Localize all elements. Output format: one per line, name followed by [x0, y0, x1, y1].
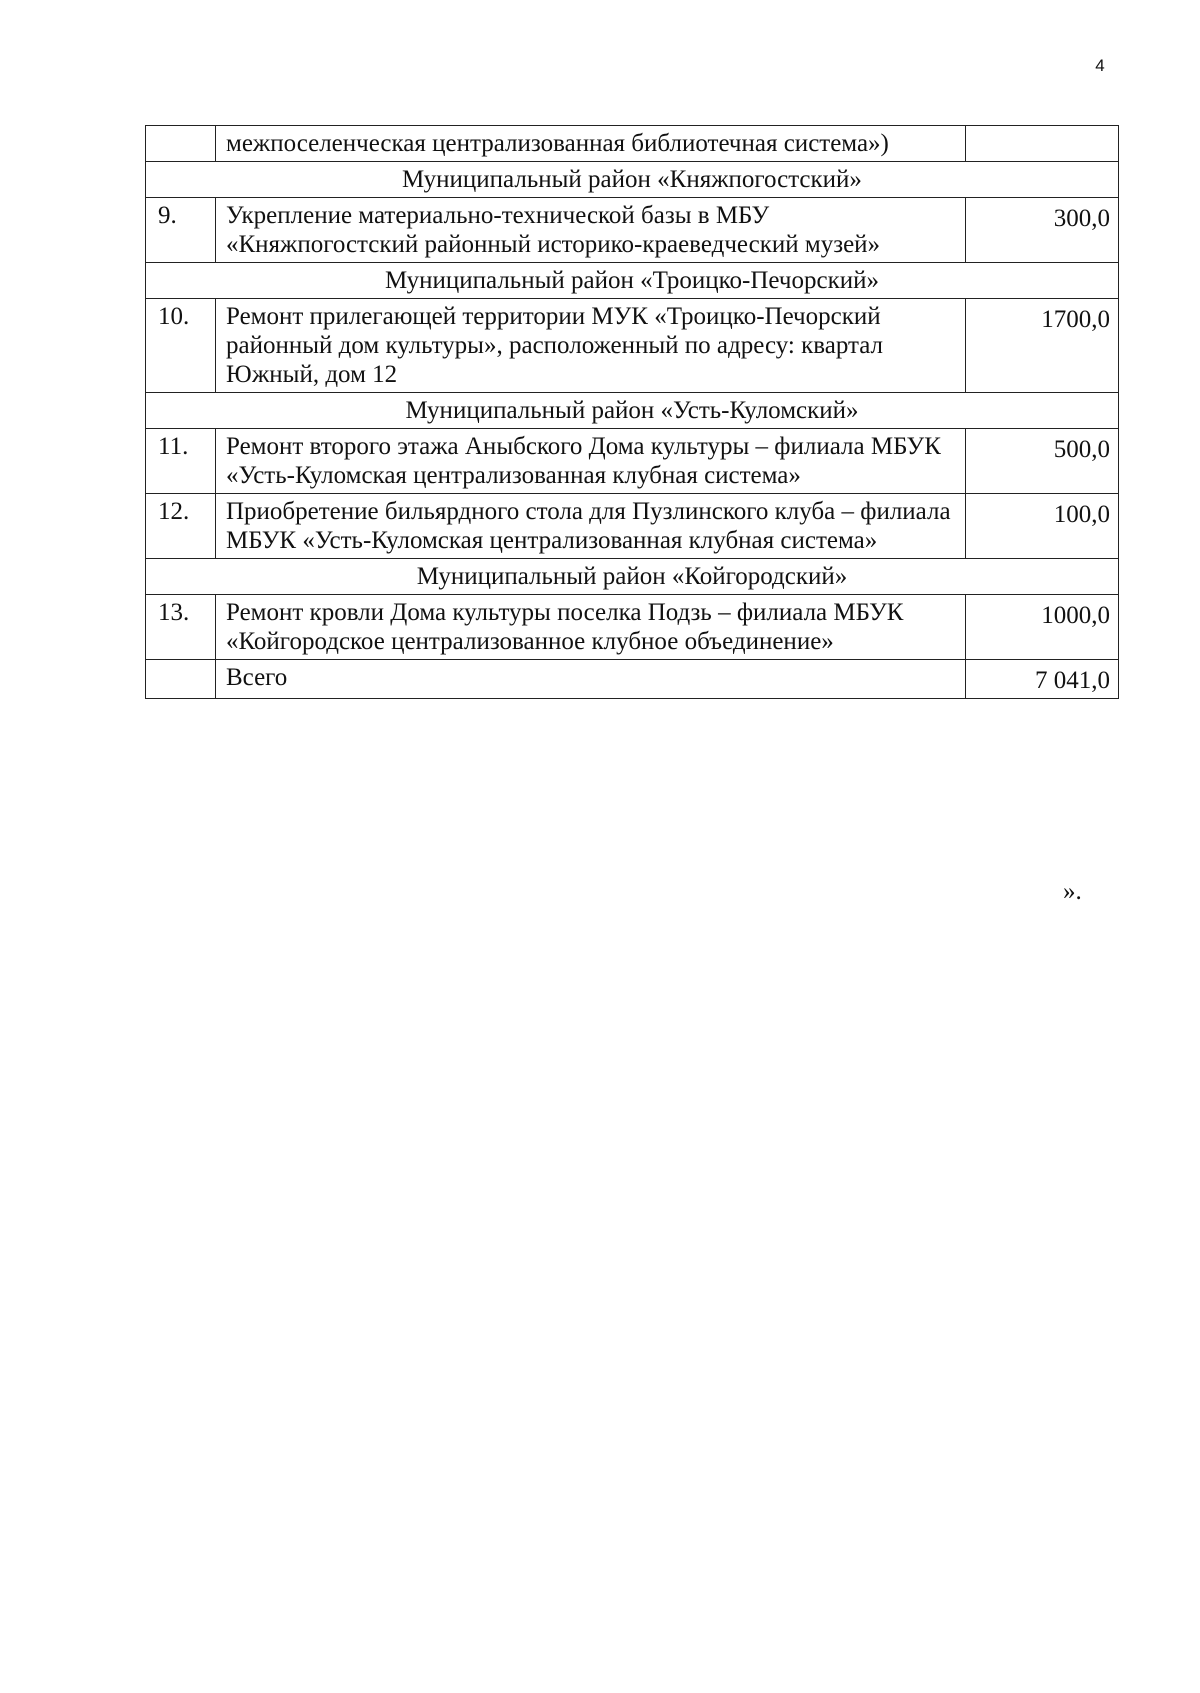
section-row — [146, 393, 1119, 429]
total-label: Всего — [216, 660, 966, 699]
section-title: Муниципальный район «Княжпогостский» — [146, 162, 1119, 198]
closing-quote-mark: ». — [1063, 878, 1082, 905]
section-row — [146, 559, 1119, 595]
section-title: Муниципальный район «Усть-Куломский» — [146, 393, 1119, 429]
section-row — [146, 263, 1119, 299]
row-number: 9. — [146, 198, 216, 263]
total-sum: 7 041,0 — [966, 660, 1119, 699]
row-name: Ремонт кровли Дома культуры поселка Подзь – филиала МБУК «Койгородское централизованное клубное объединение» — [216, 595, 966, 660]
row-sum: 300,0 — [966, 198, 1119, 263]
section-title: Муниципальный район «Троицко-Печорский» — [146, 263, 1119, 299]
row-sum: 1000,0 — [966, 595, 1119, 660]
table-row — [146, 595, 1119, 660]
budget-table — [145, 125, 1119, 699]
table-row — [146, 198, 1119, 263]
table-row — [146, 126, 1119, 162]
table-row — [146, 299, 1119, 393]
row-number: 10. — [146, 299, 216, 393]
row-sum: 100,0 — [966, 494, 1119, 559]
row-name: Приобретение бильярдного стола для Пузлинского клуба – филиала МБУК «Усть-Куломская централизованная клубная система» — [216, 494, 966, 559]
row-name: Укрепление материально-технической базы в МБУ «Княжпогостский районный историко-краеведческий музей» — [216, 198, 966, 263]
row-number — [146, 126, 216, 162]
row-name: межпоселенческая централизованная библиотечная система») — [216, 126, 966, 162]
row-sum — [966, 126, 1119, 162]
section-row — [146, 162, 1119, 198]
row-sum: 1700,0 — [966, 299, 1119, 393]
row-name: Ремонт второго этажа Аныбского Дома культуры – филиала МБУК «Усть-Куломская централизованная клубная система» — [216, 429, 966, 494]
table-row — [146, 429, 1119, 494]
row-sum: 500,0 — [966, 429, 1119, 494]
row-number: 12. — [146, 494, 216, 559]
row-number — [146, 660, 216, 699]
row-number: 11. — [146, 429, 216, 494]
row-number: 13. — [146, 595, 216, 660]
row-name: Ремонт прилегающей территории МУК «Троицко-Печорский районный дом культуры», расположенный по адресу: квартал Южный, дом 12 — [216, 299, 966, 393]
table-row — [146, 494, 1119, 559]
page-number: 4 — [1095, 56, 1105, 75]
total-row — [146, 660, 1119, 699]
section-title: Муниципальный район «Койгородский» — [146, 559, 1119, 595]
